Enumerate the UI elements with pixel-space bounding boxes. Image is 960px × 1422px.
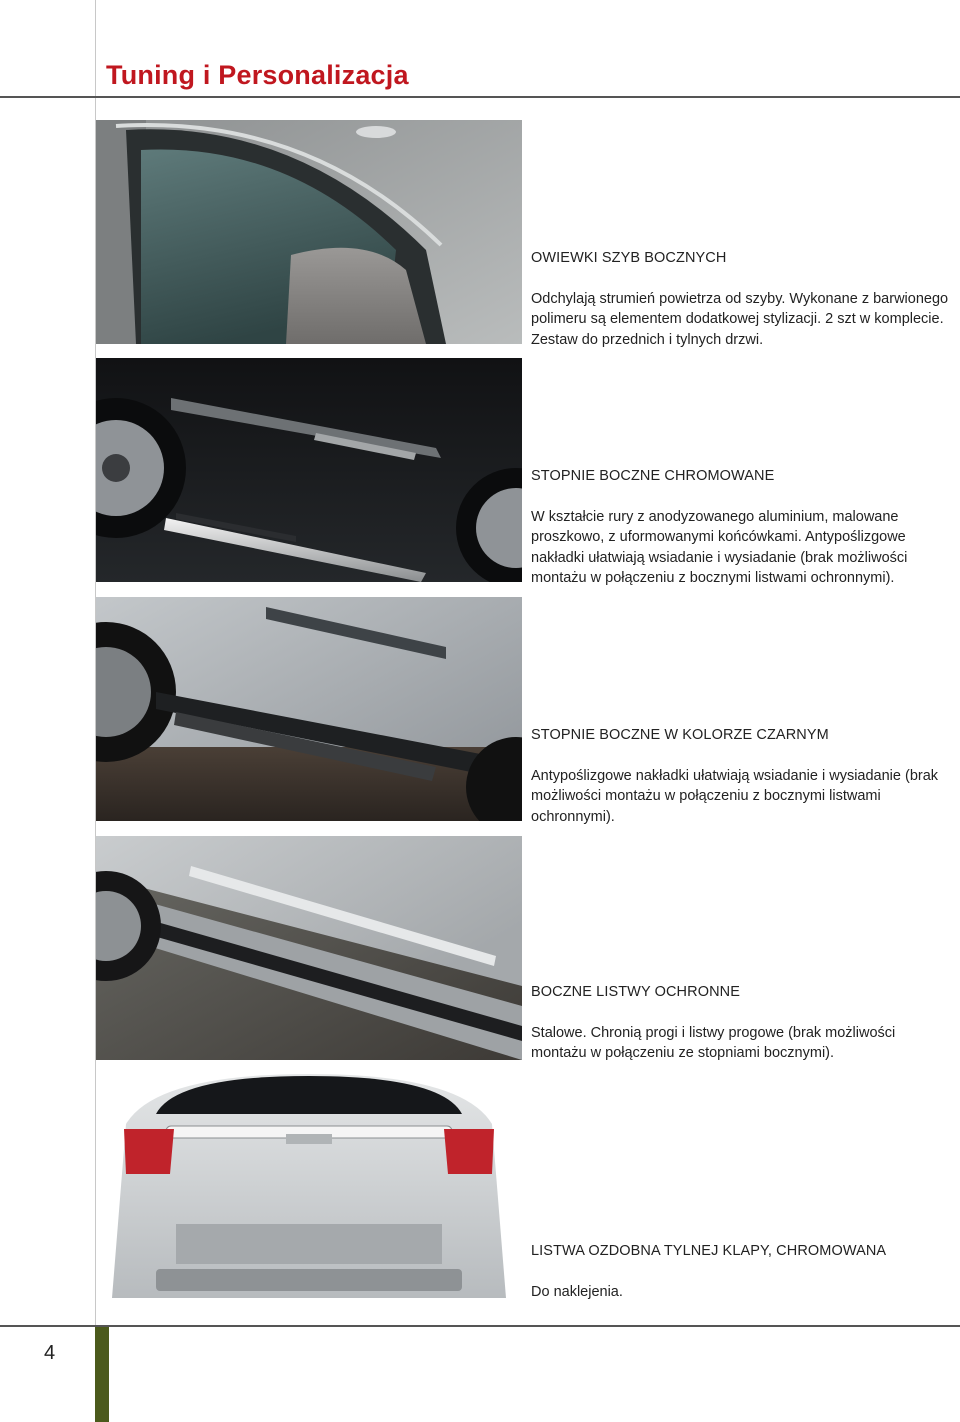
item-chrome-side-steps <box>531 466 951 589</box>
side-protection-moldings-photo <box>96 836 522 1060</box>
chrome-side-steps-photo <box>96 358 522 582</box>
page-number: 4 <box>44 1342 56 1364</box>
item-description: Do naklejenia. <box>531 1283 623 1300</box>
chrome-liftgate-trim-photo <box>96 1074 522 1298</box>
item-wind-deflectors <box>531 248 951 350</box>
item-heading: LISTWA OZDOBNA TYLNEJ KLAPY, CHROMOWANA <box>531 1243 887 1259</box>
header-divider <box>0 96 960 98</box>
item-black-side-steps <box>531 725 951 827</box>
item-heading: OWIEWKI SZYB BOCZNYCH <box>531 250 727 266</box>
page-title: Tuning i Personalizacja <box>106 60 409 90</box>
footer-divider <box>0 1325 960 1327</box>
item-description: Stalowe. Chronią progi i listwy progowe (brak możliwości montażu w połączeniu ze stopniami bocznymi). <box>531 1024 896 1061</box>
item-description: Odchylają strumień powietrza od szyby. Wykonane z barwionego polimeru są elementem dodatkowej stylizacji. 2 szt w komplecie. Zestaw do przednich i tylnych drzwi. <box>531 290 949 348</box>
item-chrome-liftgate-trim <box>531 1241 951 1302</box>
item-heading: STOPNIE BOCZNE W KOLORZE CZARNYM <box>531 727 829 743</box>
black-side-steps-photo <box>96 597 522 821</box>
wind-deflector-photo <box>96 120 522 344</box>
item-heading: BOCZNE LISTWY OCHRONNE <box>531 984 740 1000</box>
item-description: W kształcie rury z anodyzowanego aluminium, malowane proszkowo, z uformowanymi końcówkami. Antypoślizgowe nakładki ułatwiają wsiadanie i wysiadanie (brak możliwości montażu w połączeniu z bocznymi listwami ochronnymi). <box>531 508 908 586</box>
footer-accent-bar <box>95 1327 109 1422</box>
item-description: Antypoślizgowe nakładki ułatwiają wsiadanie i wysiadanie (brak możliwości montażu w połączeniu z bocznymi listwami ochronnymi). <box>531 767 939 825</box>
item-heading: STOPNIE BOCZNE CHROMOWANE <box>531 468 775 484</box>
item-side-protection-moldings <box>531 982 951 1064</box>
